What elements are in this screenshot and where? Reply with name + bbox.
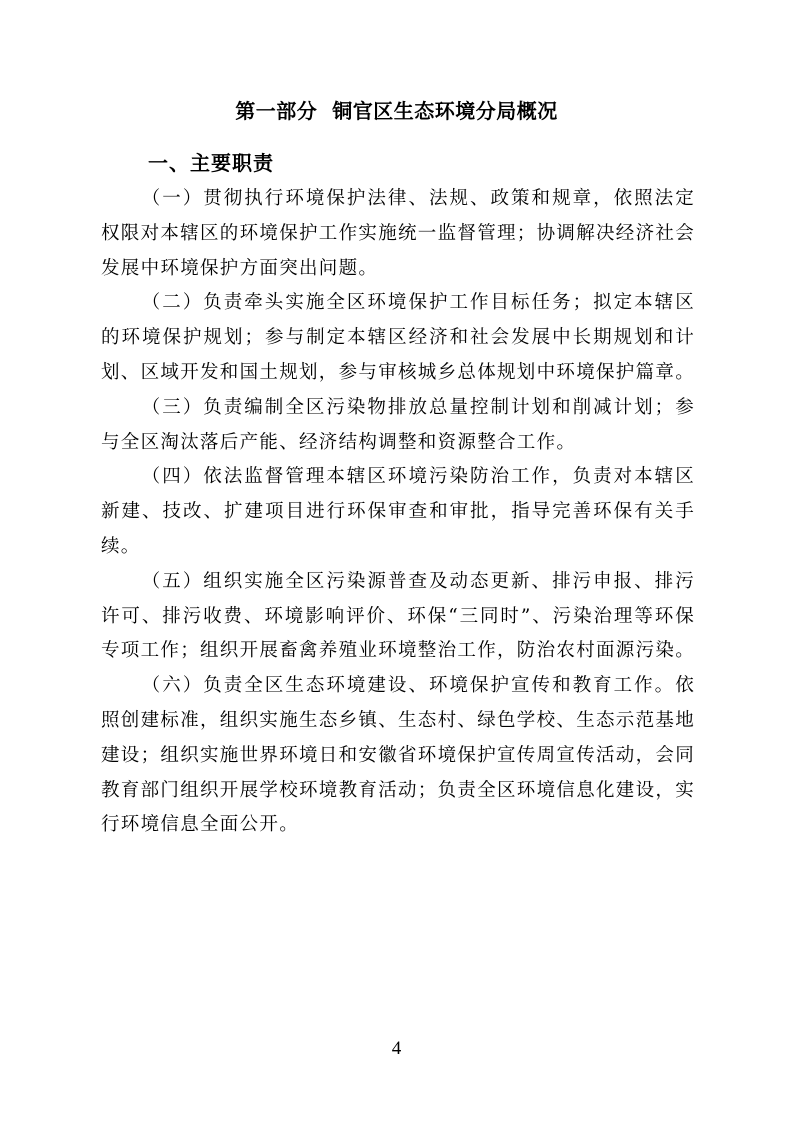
paragraph-duty-4: （四）依法监督管理本辖区环境污染防治工作，负责对本辖区新建、技改、扩建项目进行环保审查和审批，指导完善环保有关手续。 [101,466,695,557]
section-heading: 一、主要职责 [148,151,274,175]
paragraph-duty-3: （三）负责编制全区污染物排放总量控制计划和削减计划；参与全区淘汰落后产能、经济结构调整和资源整合工作。 [101,396,695,453]
paragraph-duty-1: （一）贯彻执行环境保护法律、法规、政策和规章，依照法定权限对本辖区的环境保护工作实施统一监督管理；协调解决经济社会发展中环境保护方面突出问题。 [101,188,696,279]
page-title: 第一部分 铜官区生态环境分局概况 [235,99,558,123]
body-text [101,182,695,843]
paragraph-duty-6: （六）负责全区生态环境建设、环境保护宣传和教育工作。依照创建标准，组织实施生态乡镇、生态村、绿色学校、生态示范基地建设；组织实施世界环境日和安徽省环境保护宣传周宣传活动，会同教育部门组织开展学校环境教育活动；负责全区环境信息化建设，实行环境信息全面公开。 [101,675,696,836]
paragraph-duty-2: （二）负责牵头实施全区环境保护工作目标任务；拟定本辖区的环境保护规划；参与制定本辖区经济和社会发展中长期规划和计划、区域开发和国土规划，参与审核城乡总体规划中环境保护篇章。 [101,292,696,383]
page-number: 4 [391,1038,402,1059]
paragraph-duty-5: （五）组织实施全区污染源普查及动态更新、排污申报、排污许可、排污收费、环境影响评价、环保“三同时”、污染治理等环保专项工作；组织开展畜禽养殖业环境整治工作，防治农村面源污染。 [101,570,696,662]
